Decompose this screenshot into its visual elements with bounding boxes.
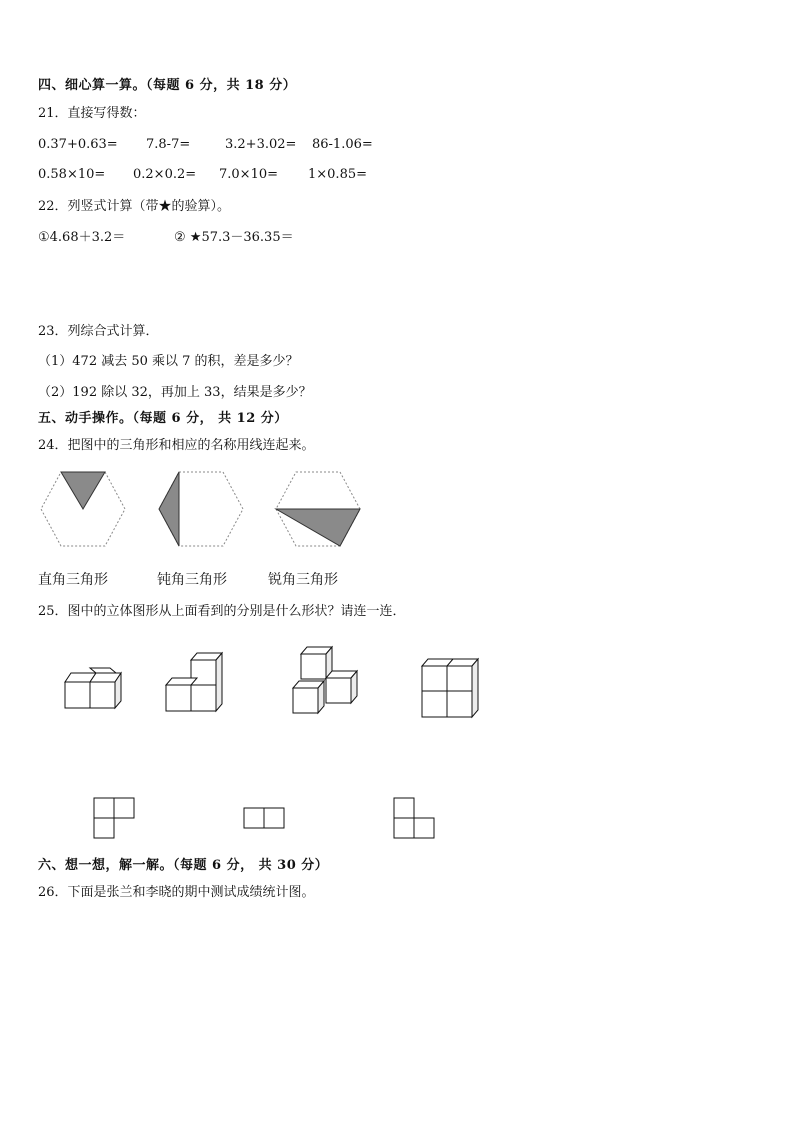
top-view-two-squares: [243, 807, 287, 831]
q21-expr: 86-1.06=: [312, 137, 373, 152]
q22-item-1: ①4.68＋3.2＝: [38, 230, 126, 245]
triangle-label-obtuse: 钝角三角形: [157, 572, 227, 588]
top-view-l-shape-upper: [93, 797, 137, 839]
section4-heading: 四、细心算一算。（每题 6 分，共 18 分）: [38, 78, 297, 93]
q21-title: 21．直接写得数：: [38, 106, 146, 121]
q21-expr: 7.8-7=: [146, 137, 191, 152]
acute-triangle-shape: [276, 509, 360, 546]
q26-title: 26．下面是张兰和李晓的期中测试成绩统计图。: [38, 885, 315, 900]
q24-title: 24．把图中的三角形和相应的名称用线连起来。: [38, 438, 315, 453]
q23-item-1: （1）472 减去 50 乘以 7 的积，差是多少？: [38, 354, 299, 369]
triangle-label-acute: 锐角三角形: [268, 572, 338, 588]
q23-item-2: （2）192 除以 32，再加上 33，结果是多少？: [38, 385, 312, 400]
q21-expr: 0.58×10=: [38, 167, 106, 182]
right-triangle-shape: [61, 472, 105, 509]
q22-item-2: ② ★57.3－36.35＝: [174, 230, 294, 245]
q21-expr: 1×0.85=: [308, 167, 368, 182]
top-view-l-shape-lower: [393, 797, 437, 839]
q23-title: 23．列综合式计算．: [38, 324, 159, 339]
triangle-label-right: 直角三角形: [38, 572, 108, 588]
q21-expr: 0.37+0.63=: [38, 137, 118, 152]
section5-heading: 五、动手操作。（每题 6 分， 共 12 分）: [38, 411, 288, 426]
cube-solid-3: [291, 646, 361, 716]
section6-heading: 六、想一想，解一解。（每题 6 分， 共 30 分）: [38, 858, 329, 873]
cube-solid-4: [421, 658, 483, 720]
q21-expr: 7.0×10=: [219, 167, 279, 182]
q21-expr: 0.2×0.2=: [133, 167, 197, 182]
hexagon-acute-triangle-figure: [275, 471, 361, 547]
hexagon-obtuse-triangle-figure: [158, 471, 244, 547]
q25-title: 25．图中的立体图形从上面看到的分别是什么形状？请连一连．: [38, 604, 406, 619]
q21-expr: 3.2+3.02=: [225, 137, 297, 152]
cube-solid-2: [165, 652, 227, 712]
cube-solid-1: [64, 666, 126, 710]
q22-title: 22．列竖式计算（带★的验算）。: [38, 199, 231, 214]
hexagon-right-triangle-figure: [40, 471, 126, 547]
obtuse-triangle-shape: [159, 472, 179, 546]
